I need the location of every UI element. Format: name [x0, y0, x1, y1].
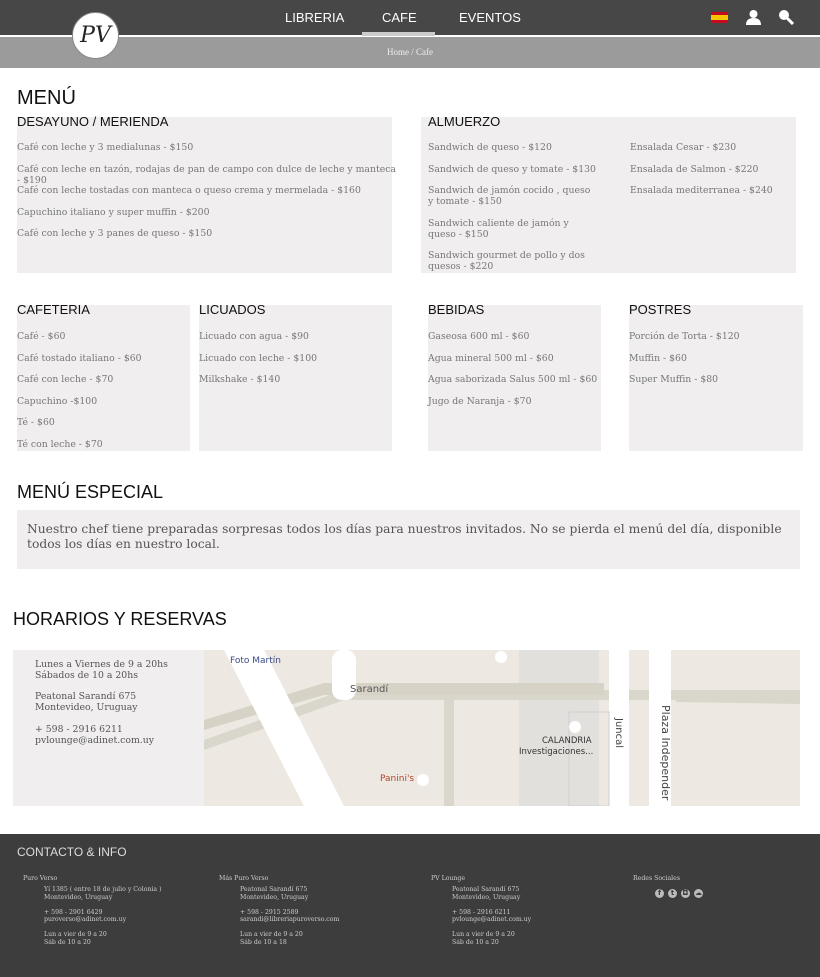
menu-item: Café con leche - $70 [17, 374, 114, 386]
menu-item: Café - $60 [17, 331, 66, 342]
menu-item: Té - $60 [17, 417, 55, 429]
footer-line: Montevideo, Uruguay [44, 893, 113, 901]
map-label: Plaza Independer [659, 705, 672, 801]
footer-line[interactable]: puroverso@adinet.com.uy [44, 916, 127, 923]
menu-item: Ensalada Cesar - $230 [630, 142, 737, 153]
map-label: Panini's [380, 774, 415, 784]
contact-line: Peatonal Sarandí 675 [35, 691, 137, 703]
horarios-title: HORARIOS Y RESERVAS [13, 609, 227, 629]
contact-line: Montevideo, Uruguay [35, 702, 138, 714]
menu-item: Sandwich caliente de jamón y queso - $150 [428, 218, 569, 240]
spain-flag-icon[interactable] [711, 12, 728, 23]
menu-item: Capuchino italiano y super muffin - $200 [17, 206, 210, 218]
footer-line: Lun a vier de 9 a 20 [44, 931, 107, 938]
footer-line: Peatonal Sarandí 675 [452, 886, 520, 893]
footer-line: Sáb de 10 a 20 [452, 938, 499, 946]
footer-line: Montevideo, Uruguay [452, 893, 521, 901]
facebook-icon[interactable]: f [655, 889, 664, 898]
contact-line: Sábados de 10 a 20hs [35, 669, 138, 681]
map-label: Foto Martín [230, 656, 281, 666]
contact-line: Lunes a Viernes de 9 a 20hs [35, 659, 168, 670]
menu-item: Té con leche - $70 [17, 439, 103, 450]
footer-line: Montevideo, Uruguay [240, 893, 309, 901]
map[interactable] [204, 650, 800, 806]
especial-title: MENÚ ESPECIAL [17, 482, 164, 502]
nav-libreria[interactable]: LIBRERIA [285, 10, 345, 25]
menu-item: Café con leche tostadas con manteca o queso crema y mermelada - $160 [17, 185, 361, 196]
menu-item: Muffin - $60 [629, 352, 687, 364]
section-title: POSTRES [629, 302, 692, 317]
menu-item: Ensalada de Salmon - $220 [630, 163, 759, 175]
section-title: BEBIDAS [428, 302, 485, 317]
map-label: Juncal [613, 718, 624, 749]
section-title: ALMUERZO [428, 114, 501, 129]
menu-item: Gaseosa 600 ml - $60 [428, 331, 530, 342]
menu-item: Super Muffin - $80 [629, 374, 719, 386]
nav-cafe[interactable]: CAFE [382, 10, 417, 25]
section-title: DESAYUNO / MERIENDA [17, 114, 169, 129]
menu-item: Porción de Torta - $120 [629, 331, 740, 342]
footer-line: Lun a vier de 9 a 20 [240, 931, 303, 938]
menu-item: Licuado con leche - $100 [199, 352, 318, 364]
footer-line: + 598 - 2901 6429 [44, 908, 103, 916]
footer-line[interactable]: pvlounge@adinet.com.uy [452, 916, 532, 923]
footer-line: Peatonal Sarandí 675 [240, 886, 308, 893]
nav-eventos[interactable]: EVENTOS [459, 10, 521, 25]
section-title: CAFETERIA [17, 302, 90, 317]
menu-item: Licuado con agua - $90 [199, 331, 309, 342]
menu-item: Sandwich de queso y tomate - $130 [428, 164, 596, 175]
menu-item: Café tostado italiano - $60 [17, 352, 142, 364]
map-label: Investigaciones... [519, 747, 594, 757]
soundcloud-icon[interactable]: ☁ [695, 889, 702, 897]
menu-item: Jugo de Naranja - $70 [428, 395, 532, 407]
footer-line: Sáb de 10 a 18 [240, 938, 287, 946]
menu-item: Café con leche y 3 medialunas - $150 [17, 142, 194, 153]
footer-col-title: PV Lounge [431, 875, 466, 882]
active-tab-indicator [362, 32, 435, 36]
contact-line: pvlounge@adinet.com.uy [35, 734, 154, 746]
breadcrumb: Home / Cafe [0, 37, 820, 68]
footer-line: Sáb de 10 a 20 [44, 938, 91, 946]
user-icon[interactable] [746, 9, 761, 25]
twitter-icon[interactable]: t [668, 889, 677, 898]
footer-line[interactable]: sarandi@libreriapuroverso.com [240, 916, 340, 923]
map-label: Sarandí [350, 684, 389, 695]
search-icon[interactable] [778, 9, 794, 25]
footer-col-title: Puro Verso [23, 875, 58, 882]
menu-item: Café con leche y 3 panes de queso - $150 [17, 228, 213, 239]
logo[interactable]: PV [72, 12, 119, 59]
footer-col-title: Más Puro Verso [219, 875, 269, 882]
contact-line: + 598 - 2916 6211 [35, 723, 123, 735]
menu-item: Café con leche en tazón, rodajas de pan de campo con dulce de leche y manteca - $190 [17, 163, 396, 186]
menu-item: Sandwich gourmet de pollo y dos quesos - $220 [428, 250, 585, 272]
menu-item: Milkshake - $140 [199, 374, 281, 386]
section-title: LICUADOS [199, 302, 266, 317]
menu-item: Capuchino -$100 [17, 395, 98, 407]
footer-line: Lun a vier de 9 a 20 [452, 931, 515, 938]
footer-line: + 598 - 2916 6211 [452, 908, 511, 916]
menu-title: MENÚ [17, 87, 76, 109]
menu-item: Agua saborizada Salus 500 ml - $60 [428, 374, 598, 386]
menu-item: Ensalada mediterranea - $240 [630, 185, 773, 196]
footer-line: + 598 - 2915 2589 [240, 908, 299, 916]
footer-title: CONTACTO & INFO [17, 845, 127, 859]
instagram-icon[interactable]: ◘ [682, 889, 689, 897]
especial-text: Nuestro chef tiene preparadas sorpresas todos los días para nuestros invitados. No se pierda el menú del día, disponible todos los días en nuestro local. [17, 510, 800, 569]
map-label: CALANDRIA [542, 736, 592, 746]
menu-item: Agua mineral 500 ml - $60 [428, 352, 554, 364]
menu-item: Sandwich de queso - $120 [428, 142, 552, 153]
footer-col-title: Redes Sociales [633, 875, 680, 882]
menu-item: Sandwich de jamón cocido , queso y tomate - $150 [428, 185, 591, 207]
footer-line: Yí 1385 ( entre 18 de julio y Colonia ) [44, 886, 162, 893]
